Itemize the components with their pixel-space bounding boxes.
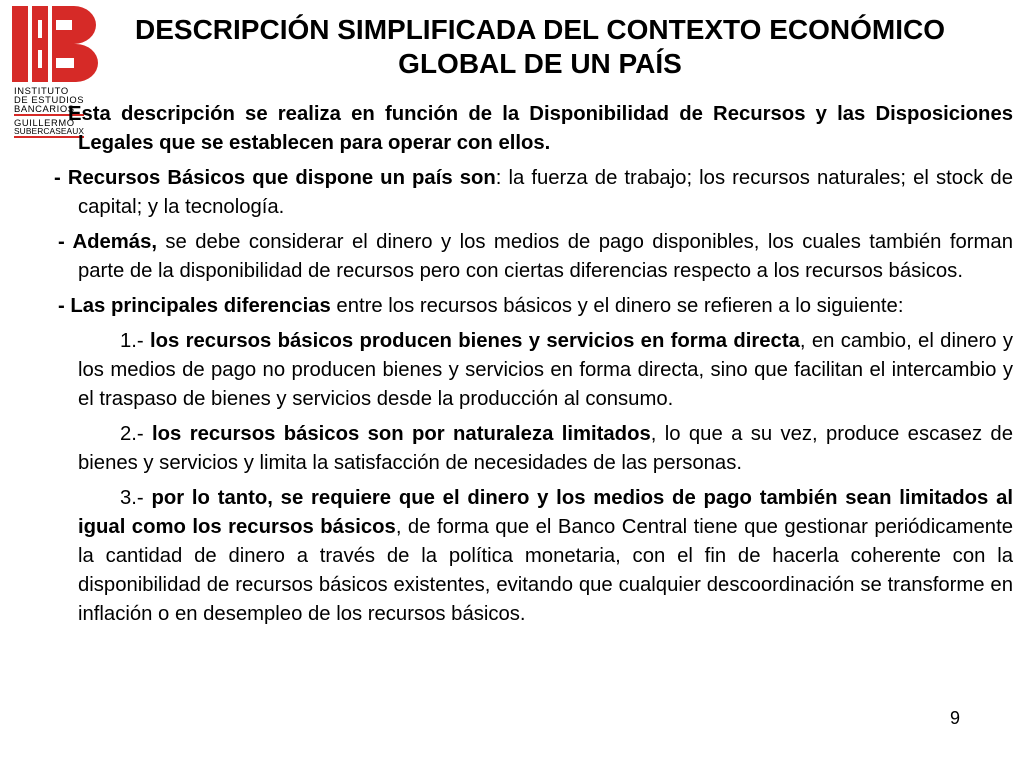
list-item-number: 2.- bbox=[120, 423, 153, 445]
paragraph-basic-resources bbox=[0, 164, 1024, 222]
list-item-3 bbox=[0, 484, 1024, 629]
paragraph-prefix: - bbox=[54, 167, 68, 189]
list-item-1 bbox=[0, 327, 1024, 414]
paragraph-bold: los recursos básicos son por naturaleza limitados bbox=[152, 423, 651, 445]
paragraph-text: , de forma que el Banco Central tiene que gestionar periódicamente la cantidad de dinero a través de la política monetaria, con el fin de hacerla coherente con la disponibilidad de recursos básicos existentes, evitando que cualquier descoordinación se transforme en inflación o en desempleo de los recursos básicos. bbox=[78, 516, 1013, 625]
paragraph-intro bbox=[0, 100, 1024, 158]
paragraph-bold: Recursos Básicos que dispone un país son bbox=[67, 167, 496, 189]
logo-text-line: DE ESTUDIOS bbox=[14, 94, 85, 105]
paragraph-bold: Las principales diferencias bbox=[70, 295, 331, 317]
paragraph-text: , en cambio, el dinero y los medios de pago no producen bienes y servicios en forma directa, sino que facilitan el intercambio y el traspaso de bienes y servicios desde la producción al consumo. bbox=[78, 330, 1014, 410]
list-item-2 bbox=[0, 420, 1024, 478]
logo-text-line: INSTITUTO bbox=[14, 85, 69, 96]
logo-text-line: BANCARIOS bbox=[14, 103, 75, 114]
paragraph-bold: por lo tanto, se requiere que el dinero y los medios de pago también sean limitados al igual como los recursos básicos bbox=[78, 487, 1013, 538]
paragraph-bold: los recursos básicos producen bienes y servicios en forma directa bbox=[150, 330, 800, 352]
paragraph-text: : la fuerza de trabajo; los recursos naturales; el stock de capital; y la tecnología. bbox=[78, 167, 1013, 218]
paragraph-bold: Esta descripción se realiza en función de la Disponibilidad de Recursos y las Disposiciones Legales que se establecen para operar con ellos. bbox=[68, 103, 1013, 154]
paragraph-text: se debe considerar el dinero y los medios de pago disponibles, los cuales también forman parte de la disponibilidad de recursos pero con ciertas diferencias respecto a los recursos básicos. bbox=[78, 231, 1013, 282]
logo-text-line: GUILLERMO bbox=[14, 117, 75, 128]
logo-text-line: SUBERCASEAUX bbox=[14, 126, 85, 136]
page-number: 9 bbox=[950, 708, 961, 728]
slide-title-line-2: GLOBAL DE UN PAÍS bbox=[398, 48, 682, 79]
paragraph-text: , lo que a su vez, produce escasez de bienes y servicios y limita la satisfacción de necesidades de las personas. bbox=[78, 423, 1013, 474]
slide-title bbox=[80, 13, 1000, 81]
list-item-number: 3.- bbox=[120, 487, 152, 509]
list-item-number: 1.- bbox=[120, 330, 150, 352]
paragraph-prefix: - bbox=[58, 295, 71, 317]
paragraph-bold: Además, bbox=[72, 231, 157, 253]
paragraph-money bbox=[0, 228, 1024, 286]
slide-title-line-1: DESCRIPCIÓN SIMPLIFICADA DEL CONTEXTO ECONÓMICO bbox=[135, 14, 945, 45]
paragraph-text: entre los recursos básicos y el dinero se refieren a lo siguiente: bbox=[330, 295, 904, 317]
paragraph-prefix: - bbox=[58, 231, 73, 253]
paragraph-differences bbox=[0, 292, 1024, 321]
slide-body bbox=[0, 100, 1024, 635]
